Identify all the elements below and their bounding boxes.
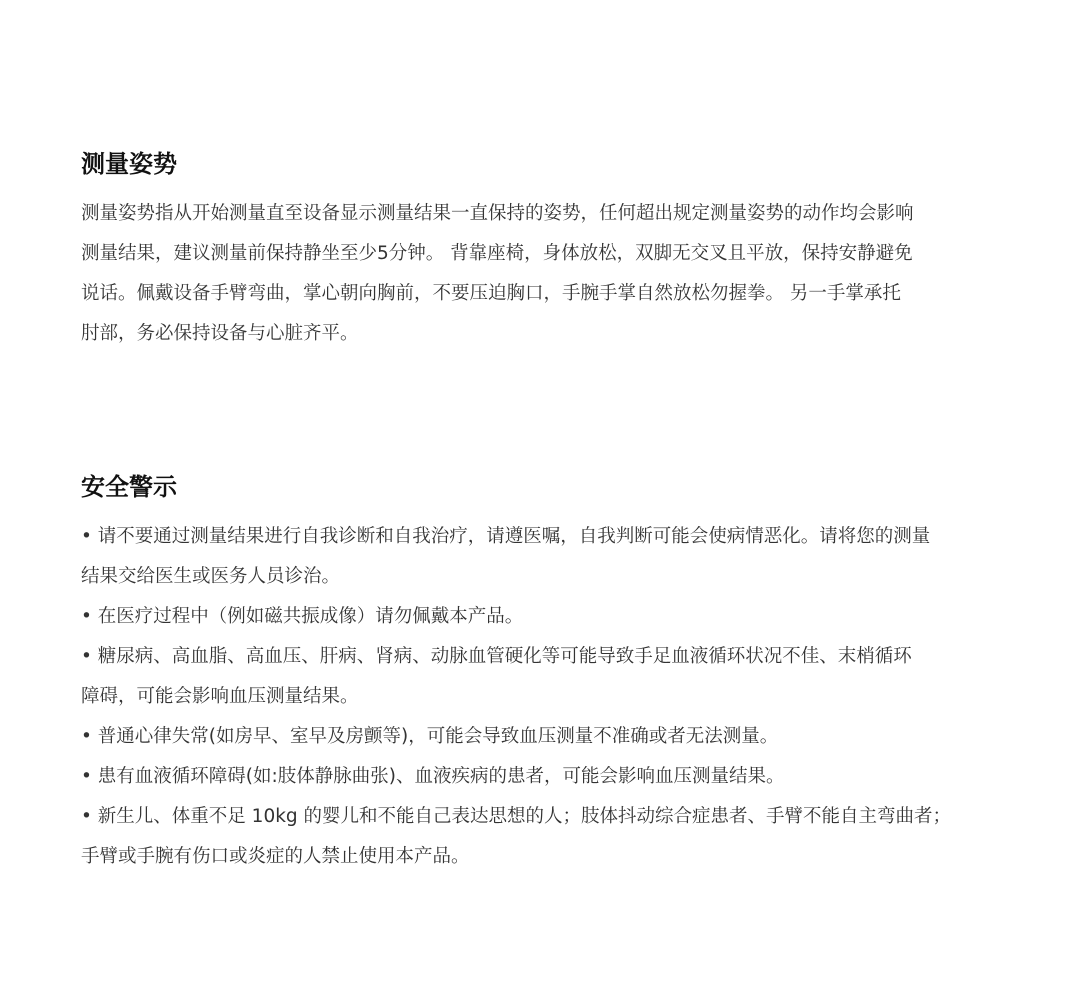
paragraph-line: 测量姿势指从开始测量直至设备显示测量结果一直保持的姿势，任何超出规定测量姿势的动作均会影响 [81,203,914,224]
safety-warning-section [81,469,1006,877]
measurement-posture-section [81,146,1006,354]
safety-warning-heading: 安全警示 [81,473,177,501]
warning-line: • 患有血液循环障碍(如:肢体静脉曲张)、血液疾病的患者，可能会影响血压测量结果。 [81,766,785,787]
measurement-posture-heading: 测量姿势 [81,150,177,178]
measurement-posture-paragraph [81,194,1006,354]
warning-line: • 在医疗过程中（例如磁共振成像）请勿佩戴本产品。 [81,606,524,627]
warning-item [81,717,1006,757]
warning-item [81,797,1006,877]
paragraph-line: 测量结果，建议测量前保持静坐至少5分钟。 背靠座椅，身体放松，双脚无交叉且平放，保持安静避免 [81,243,913,264]
warning-item [81,637,1006,717]
warning-line: • 糖尿病、高血脂、高血压、肝病、肾病、动脉血管硬化等可能导致手足血液循环状况不佳、末梢循环 [81,646,912,667]
paragraph-line: 说话。佩戴设备手臂弯曲，掌心朝向胸前，不要压迫胸口，手腕手掌自然放松勿握拳。 另一手掌承托 [81,283,901,304]
warning-line: • 请不要通过测量结果进行自我诊断和自我治疗，请遵医嘱，自我判断可能会使病情恶化。请将您的测量 [81,526,931,547]
warning-item [81,517,1006,597]
paragraph-line: 肘部，务必保持设备与心脏齐平。 [81,323,359,344]
warning-item [81,757,1006,797]
warning-line: 结果交给医生或医务人员诊治。 [81,566,341,587]
warning-line: 障碍，可能会影响血压测量结果。 [81,686,359,707]
warning-line: • 新生儿、体重不足 10kg 的婴儿和不能自己表达思想的人；肢体抖动综合症患者、手臂不能自主弯曲者； [81,806,952,827]
warning-item [81,597,1006,637]
warning-line: • 普通心律失常(如房早、室早及房颤等)，可能会导致血压测量不准确或者无法测量。 [81,726,779,747]
warning-line: 手臂或手腕有伤口或炎症的人禁止使用本产品。 [81,846,470,867]
